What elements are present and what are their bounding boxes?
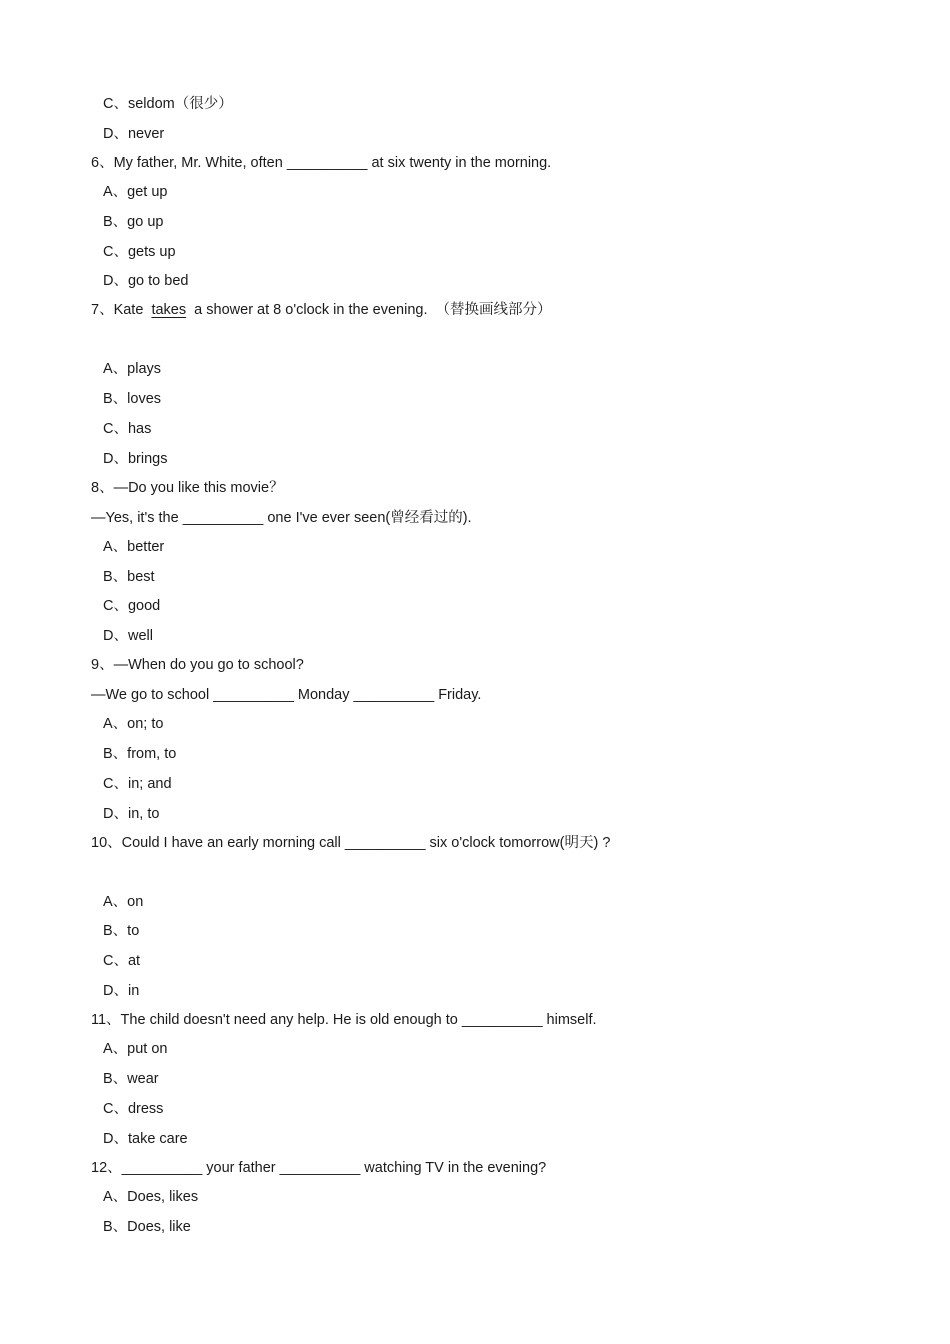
q11-option-a: A、put on [103, 1041, 168, 1057]
q11-option-b: B、wear [103, 1071, 159, 1087]
q11-stem: 11、The child doesn't need any help. He is old enough to __________ himself. [91, 1012, 597, 1028]
q10-option-d: D、in [103, 983, 140, 999]
q12-option-b: B、Does, like [103, 1219, 191, 1235]
q11-option-c: C、dress [103, 1101, 164, 1117]
q7-option-a: A、plays [103, 361, 162, 377]
q10-option-c: C、at [103, 953, 141, 969]
q6-option-a: A、get up [103, 184, 168, 200]
q10-option-a: A、on [103, 894, 144, 910]
q10-option-b: B、to [103, 923, 140, 939]
q7-stem-post: a shower at 8 o'clock in the evening. （替换画线部分） [186, 302, 552, 318]
q12-option-a: A、Does, likes [103, 1189, 199, 1205]
q7-stem-pre: 7、Kate [91, 302, 152, 318]
q8-stem-question: 8、—Do you like this movie？ [91, 480, 284, 496]
q9-option-c: C、in; and [103, 776, 172, 792]
q8-option-b: B、best [103, 569, 155, 585]
q7-option-d: D、brings [103, 451, 168, 467]
q7-stem [91, 300, 552, 320]
q12-stem: 12、__________ your father __________ watching TV in the evening? [91, 1160, 547, 1176]
q11-option-d: D、take care [103, 1131, 188, 1147]
q7-option-c: C、has [103, 421, 152, 437]
q5-option-c: C、seldom（很少） [103, 96, 233, 112]
q8-option-a: A、better [103, 539, 165, 555]
q6-stem: 6、My father, Mr. White, often __________ at six twenty in the morning. [91, 155, 552, 171]
q6-option-d: D、go to bed [103, 273, 189, 289]
q9-option-a: A、on; to [103, 716, 164, 732]
q6-option-b: B、go up [103, 214, 164, 230]
q5-option-d: D、never [103, 126, 165, 142]
q9-option-b: B、from, to [103, 746, 177, 762]
q8-stem-answer: —Yes, it's the __________ one I've ever seen(曾经看过的). [91, 510, 472, 526]
q7-option-b: B、loves [103, 391, 162, 407]
q9-stem-question: 9、—When do you go to school? [91, 657, 304, 673]
q9-option-d: D、in, to [103, 806, 160, 822]
q7-underlined-word: takes [151, 302, 187, 318]
q9-stem-answer: —We go to school __________ Monday __________ Friday. [91, 687, 482, 703]
q8-option-d: D、well [103, 628, 153, 644]
q8-option-c: C、good [103, 598, 161, 614]
q6-option-c: C、gets up [103, 244, 176, 260]
q10-stem: 10、Could I have an early morning call __________ six o'clock tomorrow(明天) ? [91, 835, 611, 851]
